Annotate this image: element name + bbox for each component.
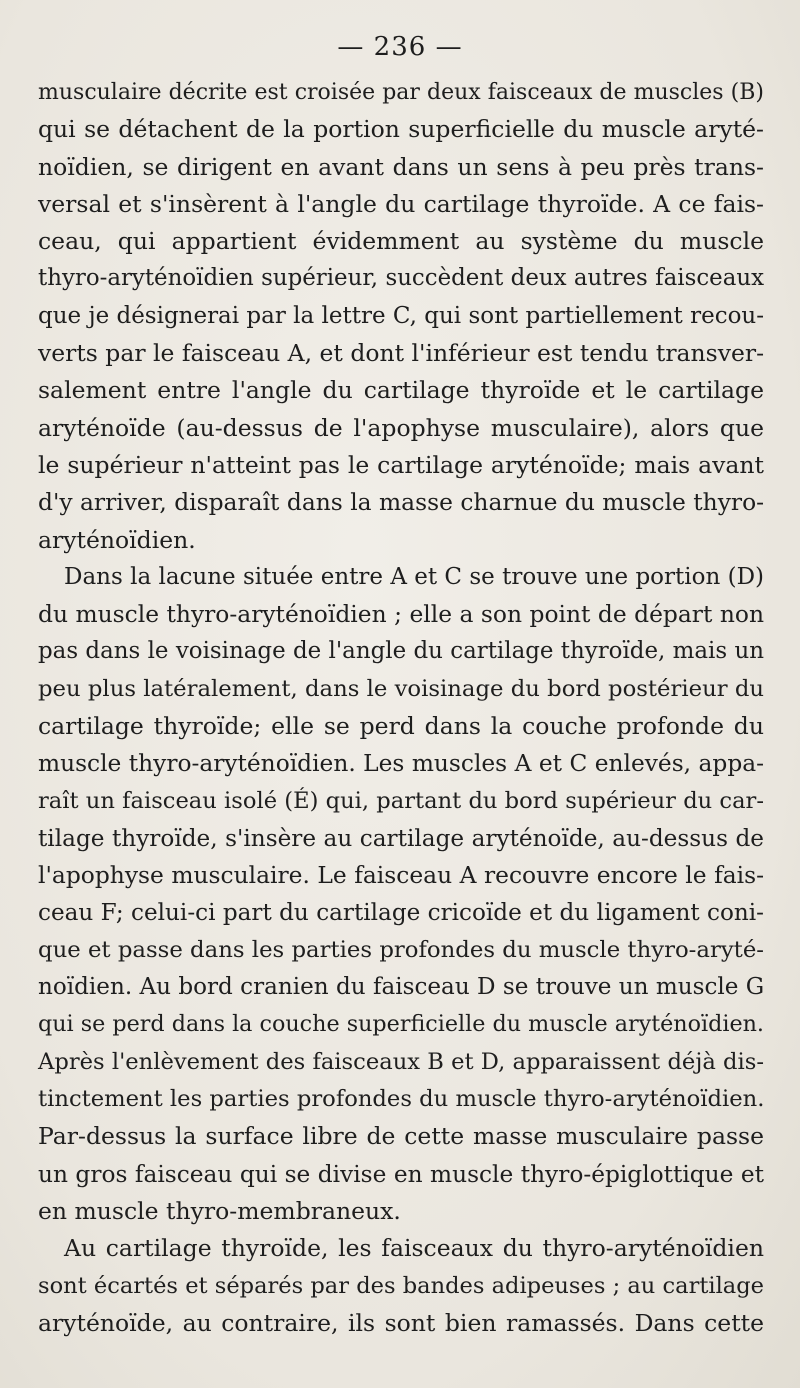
text-line: pas dans le voisinage de l'angle du cartilage thyroïde, mais un bbox=[38, 638, 764, 665]
page-number: — 236 — bbox=[337, 32, 463, 62]
text-line: du muscle thyro-aryténoïdien ; elle a son point de départ non bbox=[38, 600, 764, 629]
text-line: aryténoïde (au-dessus de l'apophyse musculaire), alors que bbox=[38, 413, 764, 442]
text-line: en muscle thyro-membraneux. bbox=[38, 1196, 401, 1225]
text-line: verts par le faisceau A, et dont l'inférieur est tendu transver- bbox=[38, 339, 764, 368]
text-line: sont écartés et séparés par des bandes adipeuses ; au cartilage bbox=[38, 1272, 764, 1299]
text-line: tinctement les parties profondes du muscle thyro-aryténoïdien. bbox=[38, 1086, 765, 1113]
text-line: raît un faisceau isolé (É) qui, partant du bord supérieur du car- bbox=[38, 787, 764, 814]
text-line: Dans la lacune située entre A et C se trouve une portion (D) bbox=[64, 563, 764, 590]
text-line: Par-dessus la surface libre de cette masse musculaire passe bbox=[38, 1122, 764, 1151]
text-line: ceau, qui appartient évidemment au système du muscle bbox=[38, 227, 764, 256]
text-line: versal et s'insèrent à l'angle du cartilage thyroïde. A ce fais- bbox=[38, 189, 764, 218]
text-line: un gros faisceau qui se divise en muscle thyro-épiglottique et bbox=[38, 1160, 764, 1188]
text-line: muscle thyro-aryténoïdien. Les muscles A et C enlevés, appa- bbox=[38, 750, 764, 778]
text-line: que et passe dans les parties profondes du muscle thyro-aryté- bbox=[38, 936, 764, 963]
text-line: noïdien. Au bord cranien du faisceau D se trouve un muscle G bbox=[38, 974, 765, 1001]
text-line: Au cartilage thyroïde, les faisceaux du thyro-aryténoïdien bbox=[64, 1234, 764, 1263]
text-line: l'apophyse musculaire. Le faisceau A recouvre encore le fais- bbox=[38, 861, 764, 890]
text-line: aryténoïdien. bbox=[38, 525, 196, 554]
text-line: d'y arriver, disparaît dans la masse charnue du muscle thyro- bbox=[38, 488, 765, 517]
text-line: thyro-aryténoïdien supérieur, succèdent deux autres faisceaux bbox=[38, 265, 764, 292]
text-line: qui se détachent de la portion superficielle du muscle aryté- bbox=[38, 115, 764, 144]
text-line: aryténoïde, au contraire, ils sont bien ramassés. Dans cette bbox=[38, 1308, 764, 1337]
text-line: noïdien, se dirigent en avant dans un sens à peu près trans- bbox=[38, 152, 764, 181]
text-line: salement entre l'angle du cartilage thyroïde et le cartilage bbox=[38, 376, 764, 405]
text-line: cartilage thyroïde; elle se perd dans la couche profonde du bbox=[38, 712, 764, 741]
body-text bbox=[38, 74, 764, 1342]
text-line: Après l'enlèvement des faisceaux B et D, apparaissent déjà dis- bbox=[38, 1048, 764, 1075]
text-line: tilage thyroïde, s'insère au cartilage aryténoïde, au-dessus de bbox=[38, 824, 764, 852]
text-line: musculaire décrite est croisée par deux faisceaux de muscles (B) bbox=[38, 80, 764, 105]
text-line: qui se perd dans la couche superficielle du muscle aryténoïdien. bbox=[38, 1011, 764, 1038]
text-line: ceau F; celui-ci part du cartilage cricoïde et du ligament coni- bbox=[38, 899, 764, 926]
text-line: le supérieur n'atteint pas le cartilage aryténoïde; mais avant bbox=[38, 450, 764, 479]
text-line: peu plus latéralement, dans le voisinage du bord postérieur du bbox=[38, 675, 764, 702]
text-line: que je désignerai par la lettre C, qui sont partiellement recou- bbox=[38, 302, 764, 329]
